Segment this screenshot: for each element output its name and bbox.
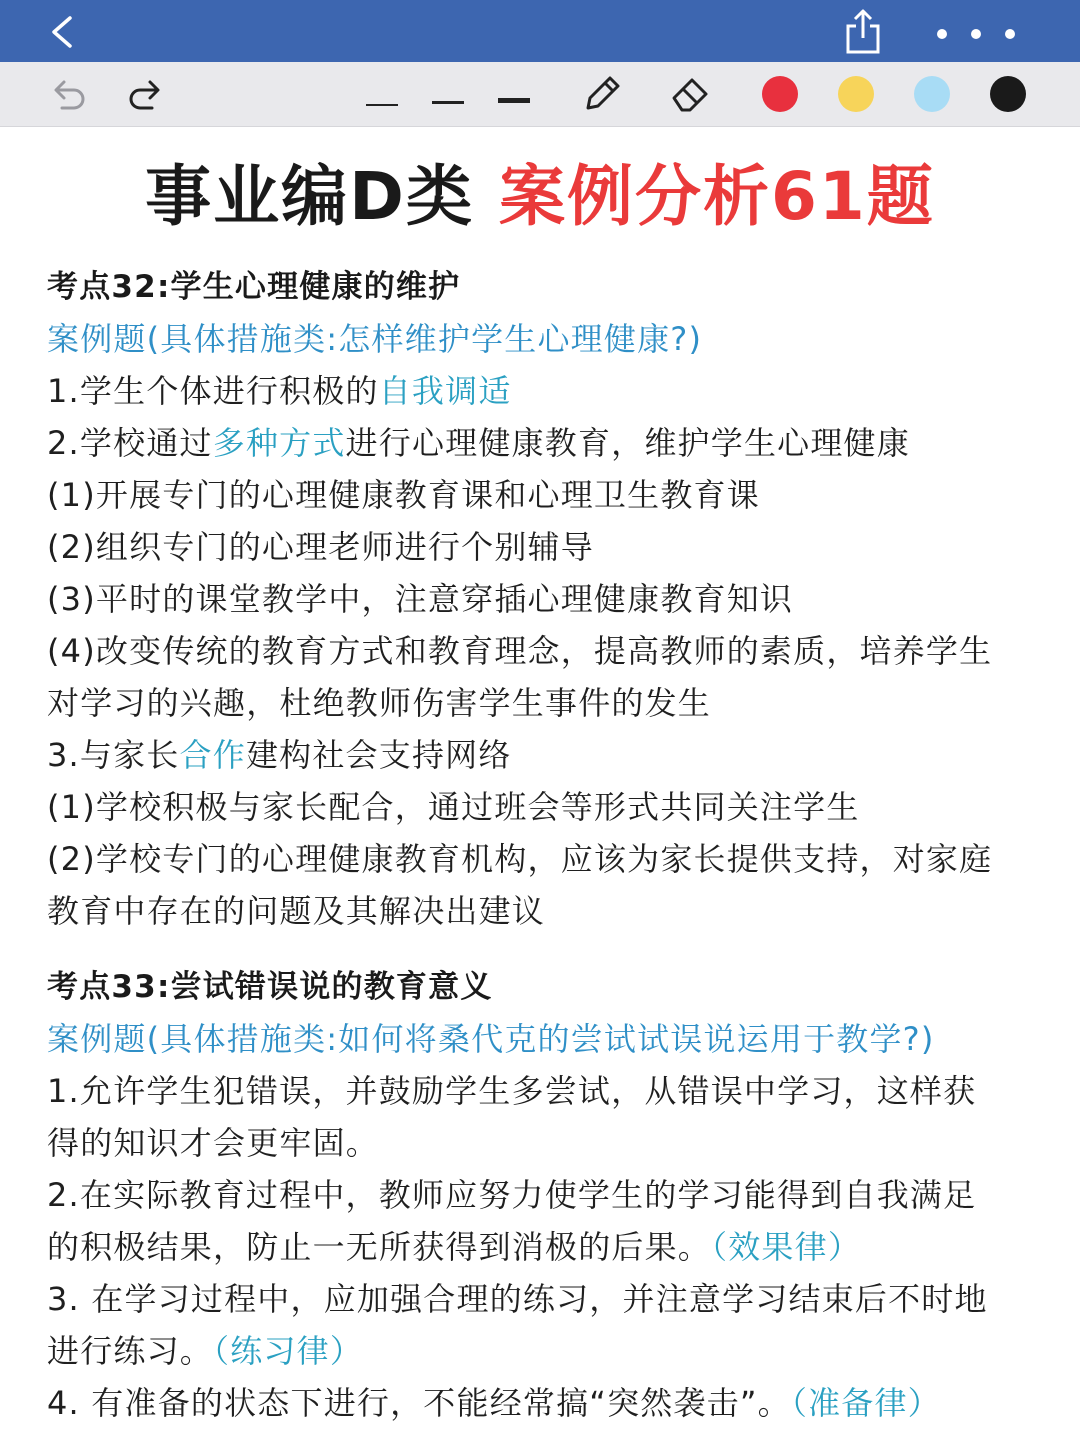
share-icon[interactable] (842, 8, 884, 56)
section-heading: 考点33:尝试错误说的教育意义 (47, 969, 493, 1005)
text-span: 进行练习。 (47, 1332, 214, 1370)
text-line: 2.在实际教育过程中，教师应努力使学生的学习能得到自我满足 (47, 1176, 977, 1214)
text-line: (3)平时的课堂教学中，注意穿插心理健康教育知识 (47, 580, 794, 618)
eraser-icon[interactable] (668, 72, 712, 116)
text-line (47, 417, 1047, 469)
text-span: 3.与家长 (47, 736, 180, 774)
top-nav-bar (0, 0, 1080, 62)
text-span: 进行心理健康教育，维护学生心理健康 (345, 424, 910, 462)
stroke-medium-icon[interactable] (432, 91, 464, 97)
text-span: 2.学校通过 (47, 424, 213, 462)
text-line: (2)学校专门的心理健康教育机构，应该为家长提供支持，对家庭 (47, 840, 993, 878)
case-question: 案例题(具体措施类:怎样维护学生心理健康?) (47, 320, 703, 358)
text-line: (2)组织专门的心理老师进行个别辅导 (47, 528, 594, 566)
annotation-toolbar (0, 62, 1080, 127)
text-line: 3. 在学习过程中，应加强合理的练习，并注意学习结束后不时地 (47, 1280, 988, 1318)
text-line: 对学习的兴趣，杜绝教师伤害学生事件的发生 (47, 684, 712, 722)
color-black-swatch[interactable] (990, 76, 1026, 112)
text-line: (4)改变传统的教育方式和教育理念，提高教师的素质，培养学生 (47, 632, 993, 670)
color-yellow-swatch[interactable] (838, 76, 874, 112)
redo-icon[interactable] (126, 76, 166, 112)
chevron-left-icon[interactable] (44, 14, 80, 50)
text-line: 教育中存在的问题及其解决出建议 (47, 892, 546, 930)
document-page (0, 127, 1080, 1443)
text-span: 建构社会支持网络 (245, 736, 512, 774)
title-part-1: 事业编D类 (145, 158, 474, 235)
highlight-span: 自我调适 (378, 372, 512, 410)
text-span: 1.学生个体进行积极的 (47, 372, 379, 410)
highlight-span: 多种方式 (212, 424, 346, 462)
highlight-span: 合作 (179, 736, 246, 774)
highlight-span: （准备律） (790, 1384, 941, 1422)
text-line (47, 365, 1047, 417)
title-part-2: 案例分析61题 (498, 158, 935, 235)
text-line: (1)开展专门的心理健康教育课和心理卫生教育课 (47, 476, 760, 514)
page-title (0, 157, 1080, 237)
text-line: (1)学校积极与家长配合，通过班会等形式共同关注学生 (47, 788, 860, 826)
stroke-thin-icon[interactable] (366, 92, 398, 96)
highlight-span: （效果律） (711, 1228, 862, 1266)
section-heading: 考点32:学生心理健康的维护 (47, 269, 461, 305)
more-dots-icon[interactable] (934, 26, 1024, 40)
text-line: 1.允许学生犯错误，并鼓励学生多尝试，从错误中学习，这样获 (47, 1072, 977, 1110)
undo-icon[interactable] (48, 76, 88, 112)
text-span: 的积极结果，防止一无所获得到消极的后果。 (47, 1228, 712, 1266)
stroke-thick-icon[interactable] (498, 90, 530, 98)
case-question: 案例题(具体措施类:如何将桑代克的尝试试误说运用于教学?) (47, 1020, 935, 1058)
text-line: 得的知识才会更牢固。 (47, 1124, 380, 1162)
text-span: 4. 有准备的状态下进行，不能经常搞“突然袭击”。 (47, 1384, 791, 1422)
color-red-swatch[interactable] (762, 76, 798, 112)
text-line (47, 1377, 1047, 1429)
highlight-span: （练习律） (213, 1332, 364, 1370)
text-line (47, 729, 1047, 781)
color-lightblue-swatch[interactable] (914, 76, 950, 112)
text-line (47, 1221, 1047, 1273)
text-line (47, 1325, 1047, 1377)
pencil-icon[interactable] (580, 72, 624, 116)
